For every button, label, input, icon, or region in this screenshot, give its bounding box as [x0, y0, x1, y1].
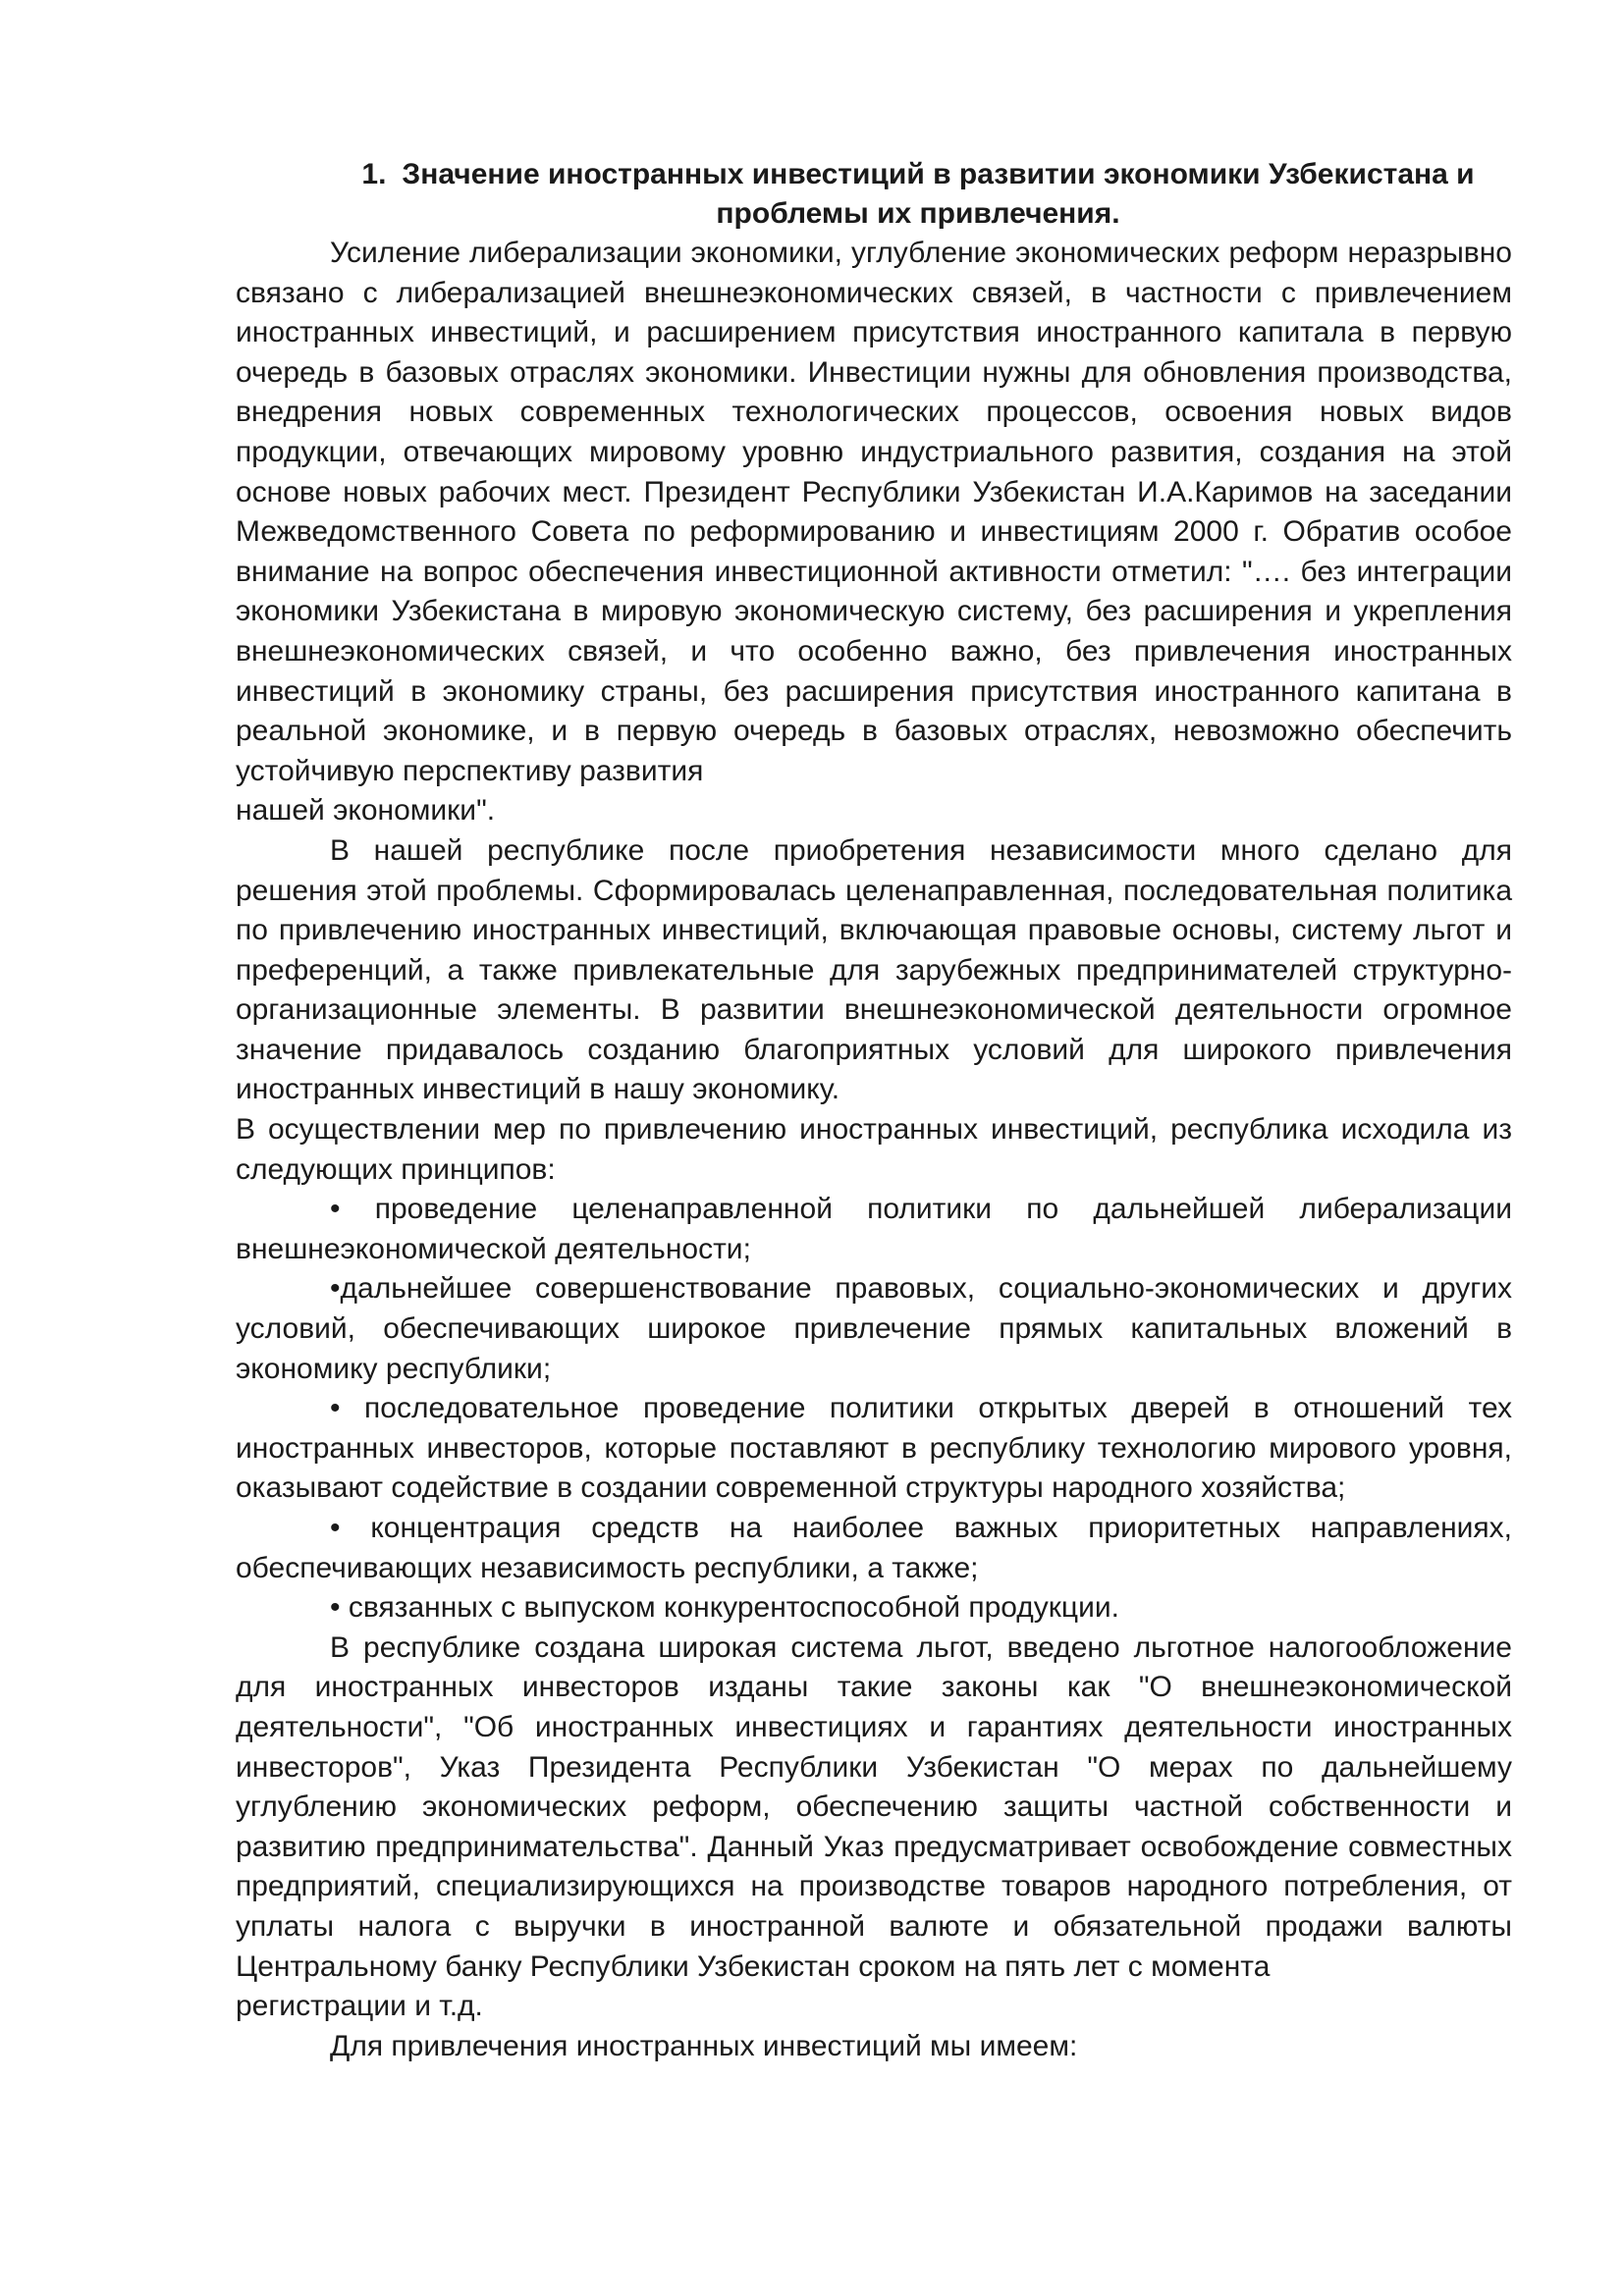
- paragraph-intro-end: нашей экономики".: [236, 794, 496, 828]
- paragraph-principles-intro: В осуществлении мер по привлечению иностранных инвестиций, республика исходила из следующих принципов:: [236, 1113, 1512, 1186]
- bullet-item-5: • связанных с выпуском конкурентоспособной продукции.: [330, 1591, 1119, 1625]
- heading-line-2: проблемы их привлечения.: [716, 197, 1120, 230]
- paragraph-laws: В республике создана широкая система льгот, введено льготное налогообложение для иностранных инвесторов изданы такие законы как "О внешнеэкономической деятельности", "Об иностранных инвестициях и гарантиях деятельности иностранных инвесторов", Указ Президента Республики Узбекистан "О мерах по дальнейшему углублению экономических реформ, обеспечению защиты частной собственности и развитию предпринимательства". Данный Указ предусматривает освобождение совместных предприятий, специализирующихся на производстве товаров народного потребления, от уплаты налога с выручки в иностранной валюте и обязательной продажи валюты Центральному банку Республики Узбекистан сроком на пять лет с момента: [236, 1630, 1512, 1983]
- section-heading: [236, 155, 1512, 234]
- paragraph-intro: Усиление либерализации экономики, углубление экономических реформ неразрывно связано с либерализацией внешнеэкономических связей, в частности с привлечением иностранных инвестиций, и расширением присутствия иностранного капитала в первую очередь в базовых отраслях экономики. Инвестиции нужны для обновления производства, внедрения новых современных технологических процессов, освоения новых видов продукции, отвечающих мировому уровню индустриального развития, создания на этой основе новых рабочих мест. Президент Республики Узбекистан И.А.Каримов на заседании Межведомственного Совета по реформированию и инвестициям 2000 г. Обратив особое внимание на вопрос обеспечения инвестиционной активности отметил: "…. без интеграции экономики Узбекистана в мировую экономическую систему, без расширения и укрепления внешнеэкономических связей, и что особенно важно, без привлечения иностранных инвестиций в экономику страны, без расширения присутствия иностранного капитана в реальной экономике, и в первую очередь в базовых отраслях, невозможно обеспечить устойчивую перспективу развития: [236, 237, 1512, 787]
- bullet-item-1: • проведение целенаправленной политики по дальнейшей либерализации внешнеэкономической деятельности;: [236, 1193, 1512, 1265]
- paragraph-republic: В нашей республике после приобретения независимости много сделано для решения этой проблемы. Сформировалась целенаправленная, последовательная политика по привлечению иностранных инвестиций, включающая правовые основы, систему льгот и преференций, а также привлекательные для зарубежных предпринимателей структурно-организационные элементы. В развитии внешнеэкономической деятельности огромное значение придавалось созданию благоприятных условий для широкого привлечения иностранных инвестиций в нашу экономику.: [236, 833, 1512, 1106]
- heading-line-1: Значение иностранных инвестиций в развитии экономики Узбекистана и: [402, 158, 1475, 190]
- heading-number: 1.: [361, 158, 387, 190]
- document-body: [236, 155, 1512, 2066]
- bullet-item-2: •дальнейшее совершенствование правовых, социально-экономических и других условий, обеспечивающих широкое привлечение прямых капитальных вложений в экономику республики;: [236, 1272, 1512, 1385]
- bullet-item-4: • концентрация средств на наиболее важных приоритетных направлениях, обеспечивающих независимость республики, а также;: [236, 1512, 1512, 1584]
- paragraph-laws-end: регистрации и т.д.: [236, 1990, 483, 2023]
- paragraph-final: Для привлечения иностранных инвестиций мы имеем:: [330, 2029, 1078, 2062]
- bullet-item-3: • последовательное проведение политики открытых дверей в отношений тех иностранных инвесторов, которые поставляют в республику технологию мирового уровня, оказывают содействие в создании современной структуры народного хозяйства;: [236, 1392, 1512, 1505]
